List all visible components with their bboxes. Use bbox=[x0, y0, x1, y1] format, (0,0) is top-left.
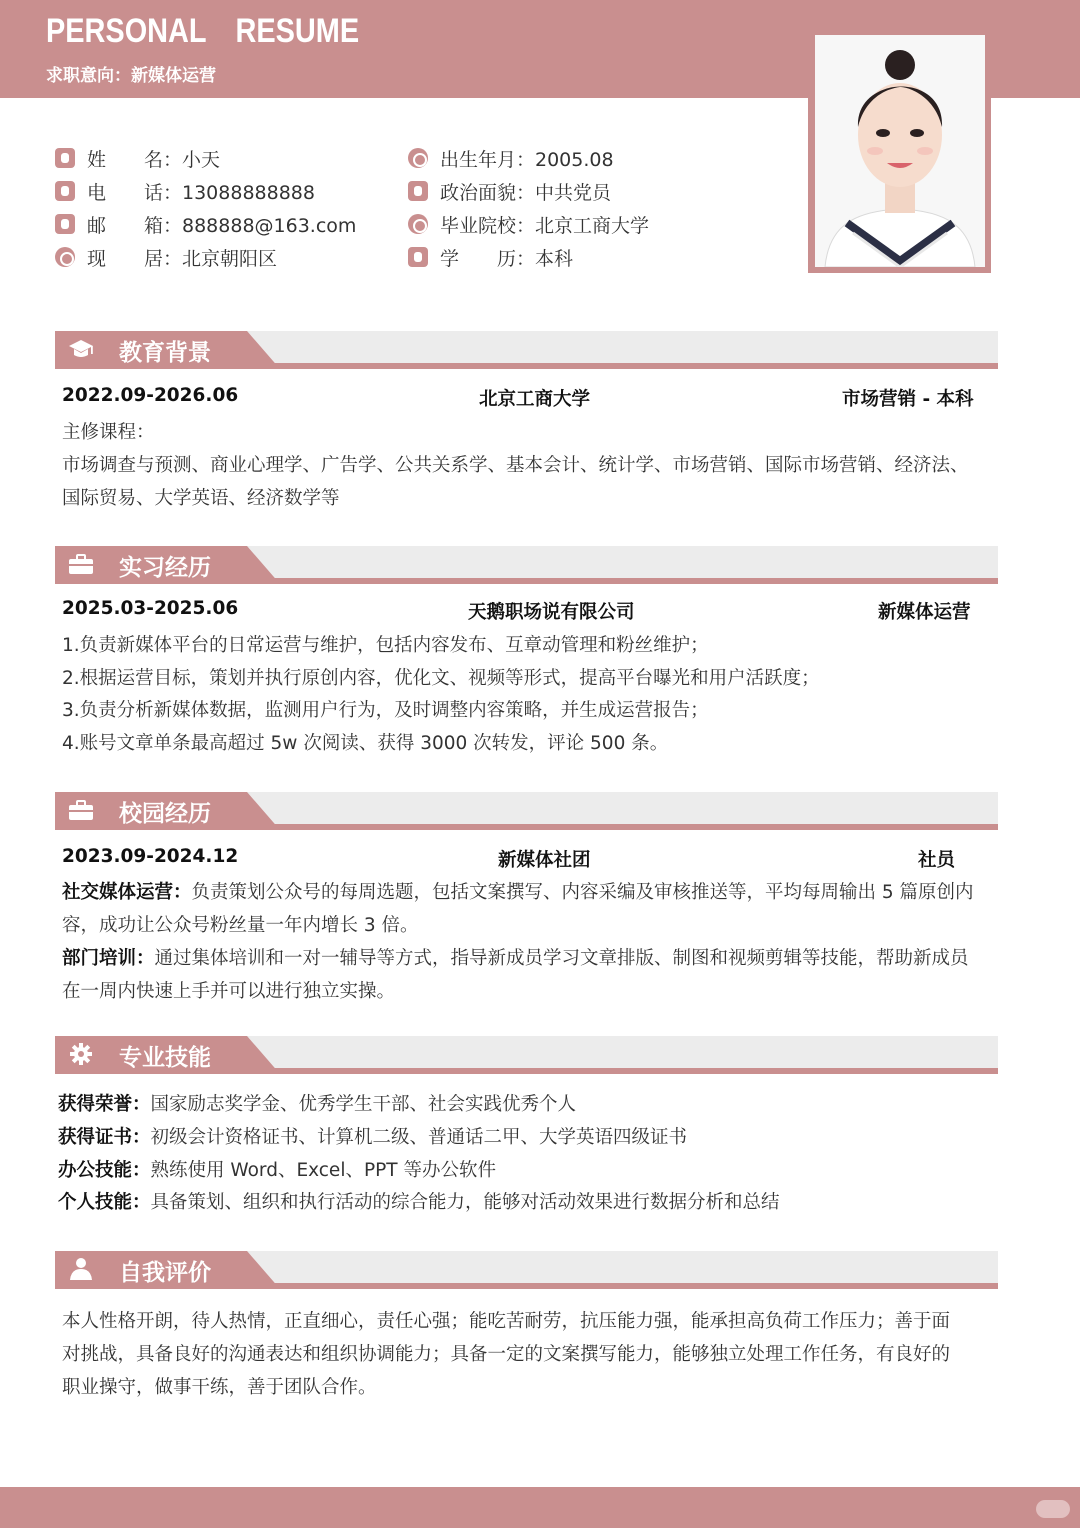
skills-row-4-text: 具备策划、组织和执行活动的综合能力，能够对活动效果进行数据分析和总结 bbox=[150, 1192, 780, 1213]
person-icon bbox=[67, 1257, 95, 1281]
section-title-self-eval: 自我评价 bbox=[119, 1260, 211, 1286]
internship-item-3: 3.负责分析新媒体数据，监测用户行为，及时调整内容策略，并生成运营报告； bbox=[62, 700, 709, 721]
education-major: 市场营销 - 本科 bbox=[842, 389, 974, 410]
campus-item-2-line2: 在一周内快速上手并可以进行独立实操。 bbox=[62, 981, 396, 1002]
campus-item-2-text: 通过集体培训和一对一辅导等方式，指导新成员学习文章排版、制图和视频剪辑等技能，帮助新成员 bbox=[154, 948, 969, 969]
skills-row-3-text: 熟练使用 Word、Excel、PPT 等办公软件 bbox=[150, 1160, 496, 1181]
skills-row-2-label: 获得证书： bbox=[58, 1127, 151, 1148]
campus-item-1-text: 负责策划公众号的每周选题，包括文案撰写、内容采编及审核推送等，平均每周输出 5 篇原创内 bbox=[191, 882, 974, 903]
campus-period: 2023.09-2024.12 bbox=[62, 846, 239, 867]
phone-icon bbox=[55, 181, 75, 201]
person-icon bbox=[55, 148, 75, 168]
page-title bbox=[46, 12, 359, 51]
internship-company: 天鹅职场说有限公司 bbox=[468, 602, 635, 623]
info-degree bbox=[408, 244, 573, 270]
section-title-skills: 专业技能 bbox=[119, 1045, 211, 1071]
clock-icon bbox=[408, 148, 428, 168]
info-politics-text: 政治面貌：中共党员 bbox=[440, 181, 612, 204]
campus-item-2-label: 部门培训： bbox=[62, 948, 155, 969]
self-eval-line3: 职业操守，做事干练，善于团队合作。 bbox=[62, 1377, 377, 1398]
info-phone bbox=[55, 178, 315, 204]
section-header-internship bbox=[55, 546, 998, 584]
info-name-text: 姓 名：小天 bbox=[87, 148, 221, 171]
info-phone-text: 电 话：13088888888 bbox=[87, 181, 315, 204]
section-header-self-eval bbox=[55, 1251, 998, 1289]
location-icon bbox=[55, 247, 75, 267]
skills-row-1-label: 获得荣誉： bbox=[58, 1094, 151, 1115]
info-email bbox=[55, 211, 356, 237]
portrait-illustration bbox=[815, 35, 985, 267]
skills-row-2-text: 初级会计资格证书、计算机二级、普通话二甲、大学英语四级证书 bbox=[150, 1127, 688, 1148]
school-pin-icon bbox=[408, 214, 428, 234]
profile-photo bbox=[815, 35, 985, 267]
gear-icon bbox=[67, 1042, 95, 1066]
section-title-internship: 实习经历 bbox=[119, 555, 211, 581]
info-school-text: 毕业院校：北京工商大学 bbox=[440, 214, 650, 237]
info-birth bbox=[408, 145, 614, 171]
info-degree-text: 学 历：本科 bbox=[440, 247, 574, 270]
section-title-education: 教育背景 bbox=[119, 340, 211, 366]
self-eval-line1: 本人性格开朗，待人热情，正直细心，责任心强；能吃苦耐劳，抗压能力强，能承担高负荷工作压力；善于面 bbox=[62, 1311, 951, 1332]
title-word-personal: PERSONAL bbox=[46, 12, 207, 50]
internship-item-4: 4.账号文章单条最高超过 5w 次阅读、获得 3000 次转发，评论 500 条。 bbox=[62, 733, 669, 754]
footer-band bbox=[0, 1487, 1080, 1528]
campus-item-2-line1 bbox=[62, 944, 969, 970]
education-school: 北京工商大学 bbox=[479, 389, 591, 410]
skills-row-4 bbox=[58, 1188, 780, 1214]
skills-row-1 bbox=[58, 1090, 576, 1116]
info-politics bbox=[408, 178, 611, 204]
user-icon bbox=[408, 247, 428, 267]
campus-role: 社员 bbox=[918, 850, 956, 871]
education-courses-line1: 市场调查与预测、商业心理学、广告学、公共关系学、基本会计、统计学、市场营销、国际市场营销、经济法、 bbox=[62, 455, 969, 476]
campus-item-1-line2: 容，成功让公众号粉丝量一年内增长 3 倍。 bbox=[62, 915, 419, 936]
internship-period: 2025.03-2025.06 bbox=[62, 598, 239, 619]
info-residence-text: 现 居：北京朝阳区 bbox=[87, 247, 278, 270]
campus-org: 新媒体社团 bbox=[498, 850, 591, 871]
section-header-skills bbox=[55, 1036, 998, 1074]
job-objective: 求职意向：新媒体运营 bbox=[46, 66, 216, 86]
skills-row-4-label: 个人技能： bbox=[58, 1192, 151, 1213]
info-school bbox=[408, 211, 649, 237]
title-word-resume: RESUME bbox=[235, 12, 360, 50]
skills-row-1-text: 国家励志奖学金、优秀学生干部、社会实践优秀个人 bbox=[150, 1094, 577, 1115]
section-title-campus: 校园经历 bbox=[119, 801, 211, 827]
mail-icon bbox=[55, 214, 75, 234]
info-residence bbox=[55, 244, 277, 270]
skills-row-3 bbox=[58, 1156, 496, 1182]
skills-row-3-label: 办公技能： bbox=[58, 1160, 151, 1181]
internship-role: 新媒体运营 bbox=[878, 602, 971, 623]
campus-item-1-label: 社交媒体运营： bbox=[62, 882, 192, 903]
skills-row-2 bbox=[58, 1123, 687, 1149]
education-courses-line2: 国际贸易、大学英语、经济数学等 bbox=[62, 488, 340, 509]
briefcase-icon bbox=[67, 798, 95, 822]
watermark-badge bbox=[1036, 1500, 1070, 1518]
education-period: 2022.09-2026.06 bbox=[62, 385, 239, 406]
self-eval-line2: 对挑战，具备良好的沟通表达和组织协调能力；具备一定的文案撰写能力，能够独立处理工作任务，有良好的 bbox=[62, 1344, 951, 1365]
section-header-campus bbox=[55, 792, 998, 830]
info-email-text: 邮 箱：888888@163.com bbox=[87, 214, 357, 237]
info-name bbox=[55, 145, 220, 171]
calendar-icon bbox=[408, 181, 428, 201]
internship-item-1: 1.负责新媒体平台的日常运营与维护，包括内容发布、互章动管理和粉丝维护； bbox=[62, 635, 709, 656]
section-header-education bbox=[55, 331, 998, 369]
briefcase-icon bbox=[67, 552, 95, 576]
internship-item-2: 2.根据运营目标，策划并执行原创内容，优化文、视频等形式，提高平台曝光和用户活跃度； bbox=[62, 668, 820, 689]
info-birth-text: 出生年月：2005.08 bbox=[440, 148, 614, 171]
campus-item-1-line1 bbox=[62, 878, 974, 904]
graduation-cap-icon bbox=[67, 337, 95, 361]
education-courses-label: 主修课程： bbox=[62, 422, 155, 443]
